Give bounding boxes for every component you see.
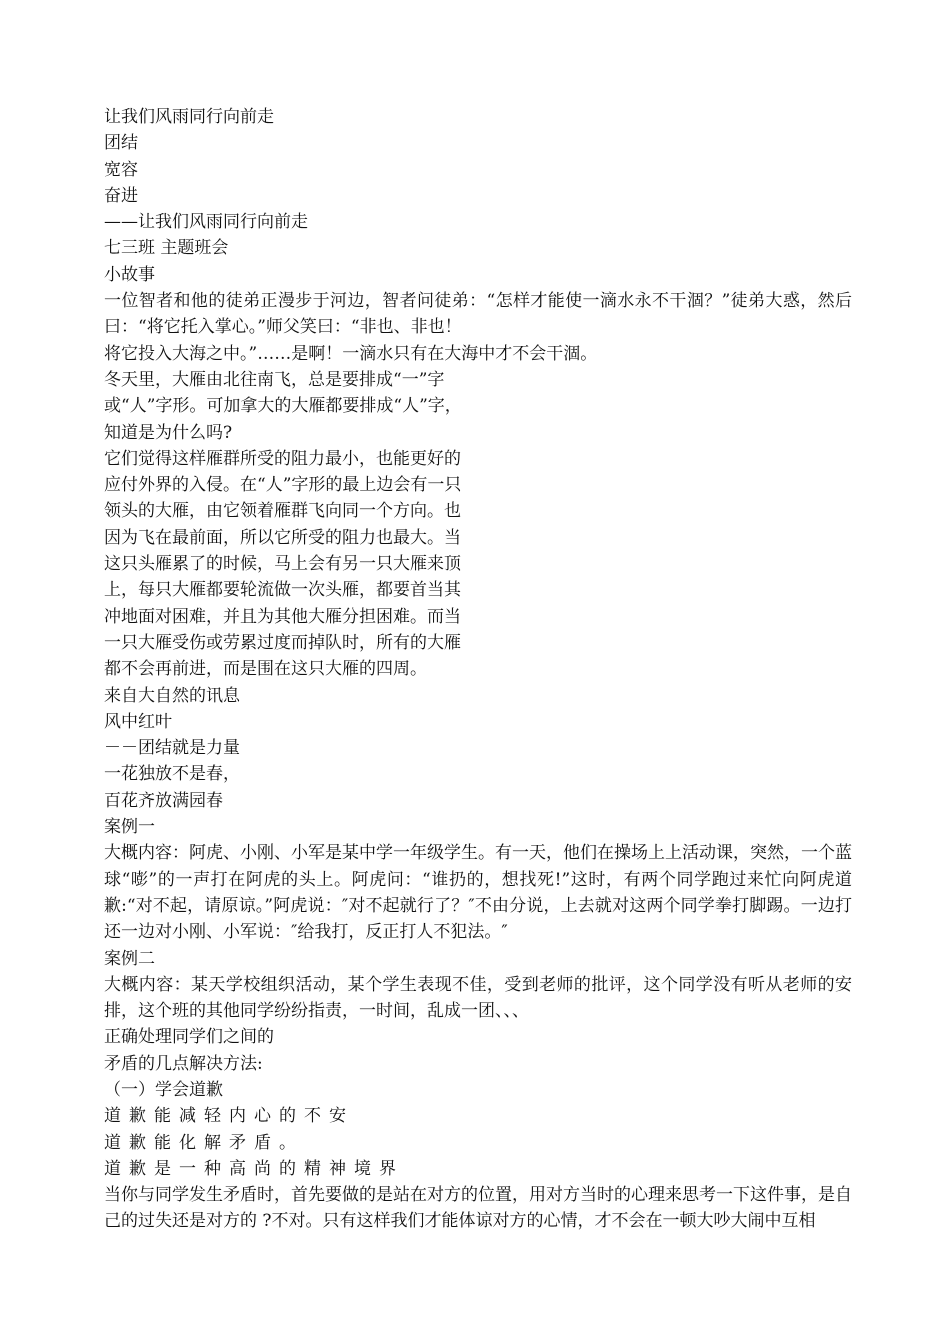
goose-line: 应付外界的入侵。在“人”字形的最上边会有一只 [104,475,462,496]
methods-line: 正确处理同学们之间的 [104,1027,274,1048]
case1-heading: 案例一 [104,817,155,838]
case2-heading: 案例二 [104,948,155,969]
methods-line: 矛盾的几点解决方法: [104,1053,263,1074]
goose-line: 冲地面对困难，并且为其他大雁分担困难。而当 [104,606,461,627]
goose-line: 一只大雁受伤或劳累过度而掉队时，所有的大雁 [104,632,461,653]
document-body [104,104,852,1235]
method1-heading: （一）学会道歉 [104,1079,223,1100]
flower-line: 一花独放不是春， [104,764,240,785]
class-info: 七三班 主题班会 [104,238,229,259]
theme-tolerance: 宽容 [104,159,138,180]
goose-line: 这只头雁累了的时候，马上会有另一只大雁来顶 [104,554,461,575]
goose-line: 它们觉得这样雁群所受的阻力最小，也能更好的 [104,448,461,469]
goose-line: 因为飞在最前面，所以它所受的阻力也最大。当 [104,527,461,548]
goose-line: 知道是为什么吗? [104,422,233,443]
theme-striving: 奋进 [104,185,138,206]
goose-line: 冬天里，大雁由北往南飞，总是要排成“一”字 [104,369,445,390]
apology-line: 道歉能减轻内心的不安 [104,1106,354,1127]
nature-message-heading: 来自大自然的讯息 [104,685,240,706]
apology-line: 道歉是一种高尚的精神境界 [104,1158,404,1179]
document-title: 让我们风雨同行向前走 [104,107,274,127]
story-paragraph: 一位智者和他的徒弟正漫步于河边，智者问徒弟：“怎样才能使一滴水永不干涸？”徒弟大惑，然后曰：“将它托入掌心。”师父笑曰：“非也、非也！ [104,291,852,338]
flower-line: 百花齐放满园春 [104,790,223,811]
case2-paragraph: 大概内容：某天学校组织活动，某个学生表现不佳，受到老师的批评，这个同学没有听从老师的安排，这个班的其他同学纷纷指责，一时间，乱成一团、、、 [104,974,852,1022]
theme-unity: 团结 [104,133,138,154]
red-leaf-heading: 风中红叶 [104,711,172,732]
unity-power-line: －－团结就是力量 [104,738,240,759]
goose-line: 或“人”字形。可加拿大的大雁都要排成“人”字， [104,396,462,417]
case1-paragraph: 大概内容：阿虎、小刚、小军是某中学一年级学生。有一天，他们在操场上上活动课，突然，一个蓝球“嘭”的一声打在阿虎的头上。阿虎问：“谁扔的，想找死!”这时，有两个同学跑过来忙向阿虎道歉:“对不起，请原谅。”阿虎说：″对不起就行了？″不由分说，上去就对这两个同学拳打脚踢。一边打还一边对小刚、小军说：″给我打，反正打人不犯法。″ [104,843,852,943]
story-paragraph-end: 将它投入大海之中。”……是啊！一滴水只有在大海中才不会干涸。 [104,343,598,364]
goose-line: 领头的大雁，由它领着雁群飞向同一个方向。也 [104,501,461,522]
story-heading: 小故事 [104,264,155,285]
apology-line: 道歉能化解矛盾。 [104,1132,304,1153]
goose-line: 上，每只大雁都要轮流做一次头雁，都要首当其 [104,580,461,601]
goose-line: 都不会再前进，而是围在这只大雁的四周。 [104,659,427,680]
closing-paragraph: 当你与同学发生矛盾时，首先要做的是站在对方的位置，用对方当时的心理来思考一下这件事，是自己的过失还是对方的 ?不对。只有这样我们才能体谅对方的心情，才不会在一顿大吵大闹中互相 [104,1185,852,1232]
document-subtitle: ——让我们风雨同行向前走 [104,212,308,233]
